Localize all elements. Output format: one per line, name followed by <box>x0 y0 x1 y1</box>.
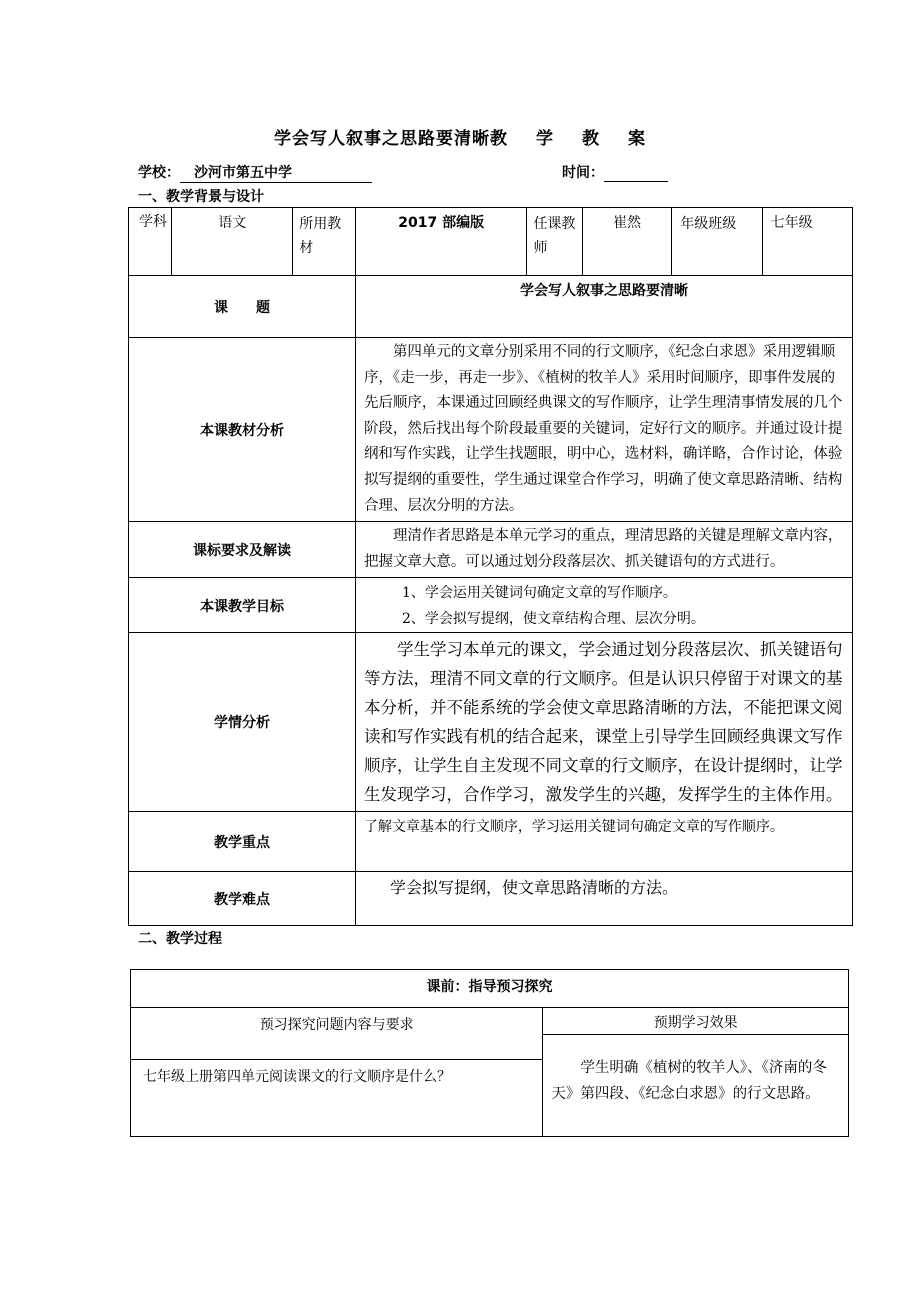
effect-column <box>543 1008 849 1137</box>
standard-label: 课标要求及解读 <box>129 522 356 578</box>
teacher-value: 崔然 <box>582 208 671 276</box>
question-column <box>131 1008 543 1137</box>
grade-value: 七年级 <box>762 208 852 276</box>
textbook-value: 2017 部编版 <box>355 208 527 276</box>
analysis-text: 第四单元的文章分别采用不同的行文顺序，《纪念白求恩》采用逻辑顺序，《走一步，再走一步》、《植树的牧羊人》采用时间顺序，即事件发展的先后顺序，本课通过回顾经典课文的写作顺序，让学生理清事情发展的几个阶段，然后找出每个阶段最重要的关键词，定好行文的顺序。并通过设计提纲和写作实践，让学生找题眼，明中心，选材料，确详略，合作讨论，体验拟写提纲的重要性，学生通过课堂合作学习，明确了使文章思路清晰、结构合理、层次分明的方法。 <box>355 338 852 522</box>
title-part3: 教 <box>582 129 600 149</box>
grade-label: 年级班级 <box>672 208 762 276</box>
subject-value: 语文 <box>172 208 293 276</box>
time-value <box>604 164 668 182</box>
topic-row <box>129 276 853 338</box>
school-value: 沙河市第五中学 <box>180 162 372 183</box>
difficulty-row <box>129 872 853 926</box>
page-title <box>0 124 920 149</box>
col1-header: 预习探究问题内容与要求 <box>131 1008 542 1060</box>
learner-label: 学情分析 <box>129 633 356 812</box>
keypoint-label: 教学重点 <box>129 812 356 872</box>
title-part2: 学 <box>536 129 554 149</box>
topic-value: 学会写人叙事之思路要清晰 <box>355 276 852 338</box>
teacher-label: 任课教师 <box>527 208 582 276</box>
title-main: 学会写人叙事之思路要清晰教 <box>274 129 508 149</box>
process-body-row <box>131 1008 849 1137</box>
school-label: 学校： <box>138 165 180 181</box>
difficulty-label: 教学难点 <box>129 872 356 926</box>
subject-label: 学科 <box>129 208 172 276</box>
standard-text: 理清作者思路是本单元学习的重点，理清思路的关键是理解文章内容，把握文章大意。可以通过划分段落层次、抓关键语句的方式进行。 <box>355 522 852 578</box>
learner-text: 学生学习本单元的课文，学会通过划分段落层次、抓关键语句等方法，理清不同文章的行文顺序。但是认识只停留于对课文的基本分析，并不能系统的学会使文章思路清晰的方法，不能把课文阅读和写作实践有机的结合起来，课堂上引导学生回顾经典课文写作顺序，让学生自主发现不同文章的行文顺序，在设计提纲时，让学生发现学习，合作学习，激发学生的兴趣，发挥学生的主体作用。 <box>355 633 852 812</box>
info-row <box>129 208 853 276</box>
question-text: 七年级上册第四单元阅读课文的行文顺序是什么？ <box>143 1069 451 1085</box>
difficulty-text: 学会拟写提纲，使文章思路清晰的方法。 <box>355 872 852 926</box>
title-part4: 案 <box>628 129 646 149</box>
background-table <box>128 207 853 926</box>
keypoint-row <box>129 812 853 872</box>
standard-row <box>129 522 853 578</box>
process-table <box>130 969 849 1137</box>
learner-row <box>129 633 853 812</box>
section1-heading: 一、教学背景与设计 <box>138 189 264 205</box>
process-title-row <box>131 970 849 1008</box>
goals-row <box>129 578 853 633</box>
time-line <box>562 162 668 182</box>
process-table-title: 课前：指导预习探究 <box>131 970 849 1008</box>
analysis-row <box>129 338 853 522</box>
goal-item: 1、学会运用关键词句确定文章的写作顺序。 <box>401 585 677 602</box>
topic-label: 课 题 <box>129 276 356 338</box>
keypoint-text: 了解文章基本的行文顺序，学习运用关键词句确定文章的写作顺序。 <box>355 812 852 872</box>
section2-heading: 二、教学过程 <box>138 931 222 947</box>
goals-list <box>355 578 852 633</box>
analysis-label: 本课教材分析 <box>129 338 356 522</box>
time-label: 时间： <box>562 165 604 181</box>
col2-header: 预期学习效果 <box>543 1008 848 1035</box>
effect-text: 学生明确《植树的牧羊人》、《济南的冬天》第四段、《纪念白求恩》的行文思路。 <box>551 1060 827 1102</box>
textbook-label: 所用教材 <box>293 208 356 276</box>
school-line <box>138 162 372 183</box>
goal-item: 2、学会拟写提纲，使文章结构合理、层次分明。 <box>401 611 705 628</box>
goals-label: 本课教学目标 <box>129 578 356 633</box>
